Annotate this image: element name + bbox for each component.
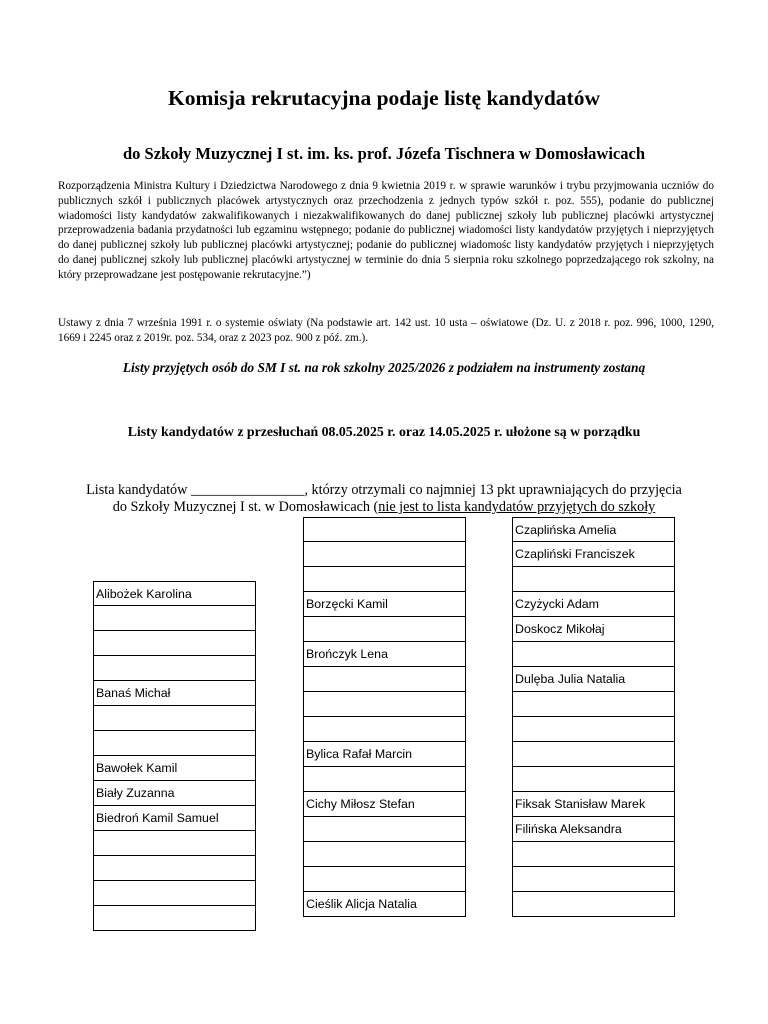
page-title: Komisja rekrutacyjna podaje listę kandydatów: [167, 86, 600, 110]
list-intro-line-1: Lista kandydatów ________________, którzy otrzymali co najmniej 13 pkt uprawniających do przyjęcia: [86, 482, 682, 498]
table-cell: [303, 667, 466, 692]
table-cell: Bawołek Kamil: [93, 756, 256, 781]
table-cell: [512, 867, 675, 892]
table-cell: Dulęba Julia Natalia: [512, 667, 675, 692]
table-cell: Brończyk Lena: [303, 642, 466, 667]
table-cell: Czapliński Franciszek: [512, 542, 675, 567]
bold-notice: Listy kandydatów z przesłuchań 08.05.2025 r. oraz 14.05.2025 r. ułożone są w porządku: [127, 424, 641, 439]
candidate-column-1: [93, 581, 256, 931]
list-intro: [40, 482, 728, 516]
legal-basis-paragraph: Rozporządzenia Ministra Kultury i Dziedzictwa Narodowego z dnia 9 kwietnia 2019 r. w sprawie warunków i trybu przyjmowania uczniów do publicznych szkół i publicznych placówek artystycznych oraz przechodzenia z jednych typów szkół r. poz. 555), podanie do publicznej wiadomości listy kandydatów zakwalifikowanych i niezakwalifikowanych do danej publicznej szkoły lub publicznej placówki artystycznej przeprowadzenia badania przydatności lub egzaminu wstępnego; podanie do publicznej wiadomości listy kandydatów przyjętych i nieprzyjętych do danej publicznej szkoły lub publicznej placówki artystycznej; podanie do publicznej wiadomośc listy kandydatów przyjętych i nieprzyjętych do danej publicznej szkoły lub publicznej placówki artystycznej w terminie do dnia 5 sierpnia roku szkolnego poprzedzającego rok szkolny, na który przeprowadzane jest postępowanie rekrutacyjne.”): [58, 180, 714, 281]
table-cell: [93, 606, 256, 631]
table-cell: [303, 767, 466, 792]
table-cell: [303, 867, 466, 892]
table-cell: [303, 567, 466, 592]
table-cell: [512, 642, 675, 667]
table-cell: [303, 517, 466, 542]
table-cell: Czyżycki Adam: [512, 592, 675, 617]
table-cell: Alibożek Karolina: [93, 581, 256, 606]
table-cell: [93, 906, 256, 931]
table-cell: [93, 831, 256, 856]
table-cell: Cieślik Alicja Natalia: [303, 892, 466, 917]
table-cell: Cichy Miłosz Stefan: [303, 792, 466, 817]
table-cell: Biedroń Kamil Samuel: [93, 806, 256, 831]
table-cell: [512, 842, 675, 867]
table-cell: [512, 892, 675, 917]
table-cell: [512, 767, 675, 792]
table-cell: [303, 692, 466, 717]
italic-notice: Listy przyjętych osób do SM I st. na rok szkolny 2025/2026 z podziałem na instrumenty zostaną: [122, 360, 646, 375]
candidate-column-3: [512, 517, 675, 917]
table-cell: [93, 881, 256, 906]
table-cell: [93, 631, 256, 656]
table-cell: [512, 692, 675, 717]
list-intro-line-2: [40, 499, 728, 516]
table-cell: Czaplińska Amelia: [512, 517, 675, 542]
table-cell: [93, 856, 256, 881]
candidate-column-2: [303, 517, 466, 917]
table-cell: Doskocz Mikołaj: [512, 617, 675, 642]
legal-reference-paragraph: Ustawy z dnia 7 września 1991 r. o systemie oświaty (Na podstawie art. 142 ust. 10 usta – oświatowe (Dz. U. z 2018 r. poz. 996, 1000, 1290, 1669 i 2245 oraz z 2019r. poz. 534, oraz z 2023 poz. 900 z póź. zm.).: [58, 317, 714, 344]
list-intro-underlined: nie jest to lista kandydatów przyjętych do szkoły: [378, 499, 656, 515]
table-cell: Bylica Rafał Marcin: [303, 742, 466, 767]
table-cell: Filińska Aleksandra: [512, 817, 675, 842]
table-cell: Borzęcki Kamil: [303, 592, 466, 617]
table-cell: [303, 717, 466, 742]
table-cell: Biały Zuzanna: [93, 781, 256, 806]
table-cell: Fiksak Stanisław Marek: [512, 792, 675, 817]
table-cell: [303, 817, 466, 842]
page-subtitle: do Szkoły Muzycznej I st. im. ks. prof. Józefa Tischnera w Domosławicach: [122, 144, 646, 163]
table-cell: Banaś Michał: [93, 681, 256, 706]
table-cell: [93, 706, 256, 731]
table-cell: [512, 742, 675, 767]
table-cell: [93, 731, 256, 756]
table-cell: [303, 842, 466, 867]
table-cell: [512, 567, 675, 592]
table-cell: [303, 617, 466, 642]
table-cell: [303, 542, 466, 567]
table-cell: [93, 656, 256, 681]
list-intro-line-2-text: do Szkoły Muzycznej I st. w Domosławicach (: [112, 499, 379, 515]
table-cell: [512, 717, 675, 742]
